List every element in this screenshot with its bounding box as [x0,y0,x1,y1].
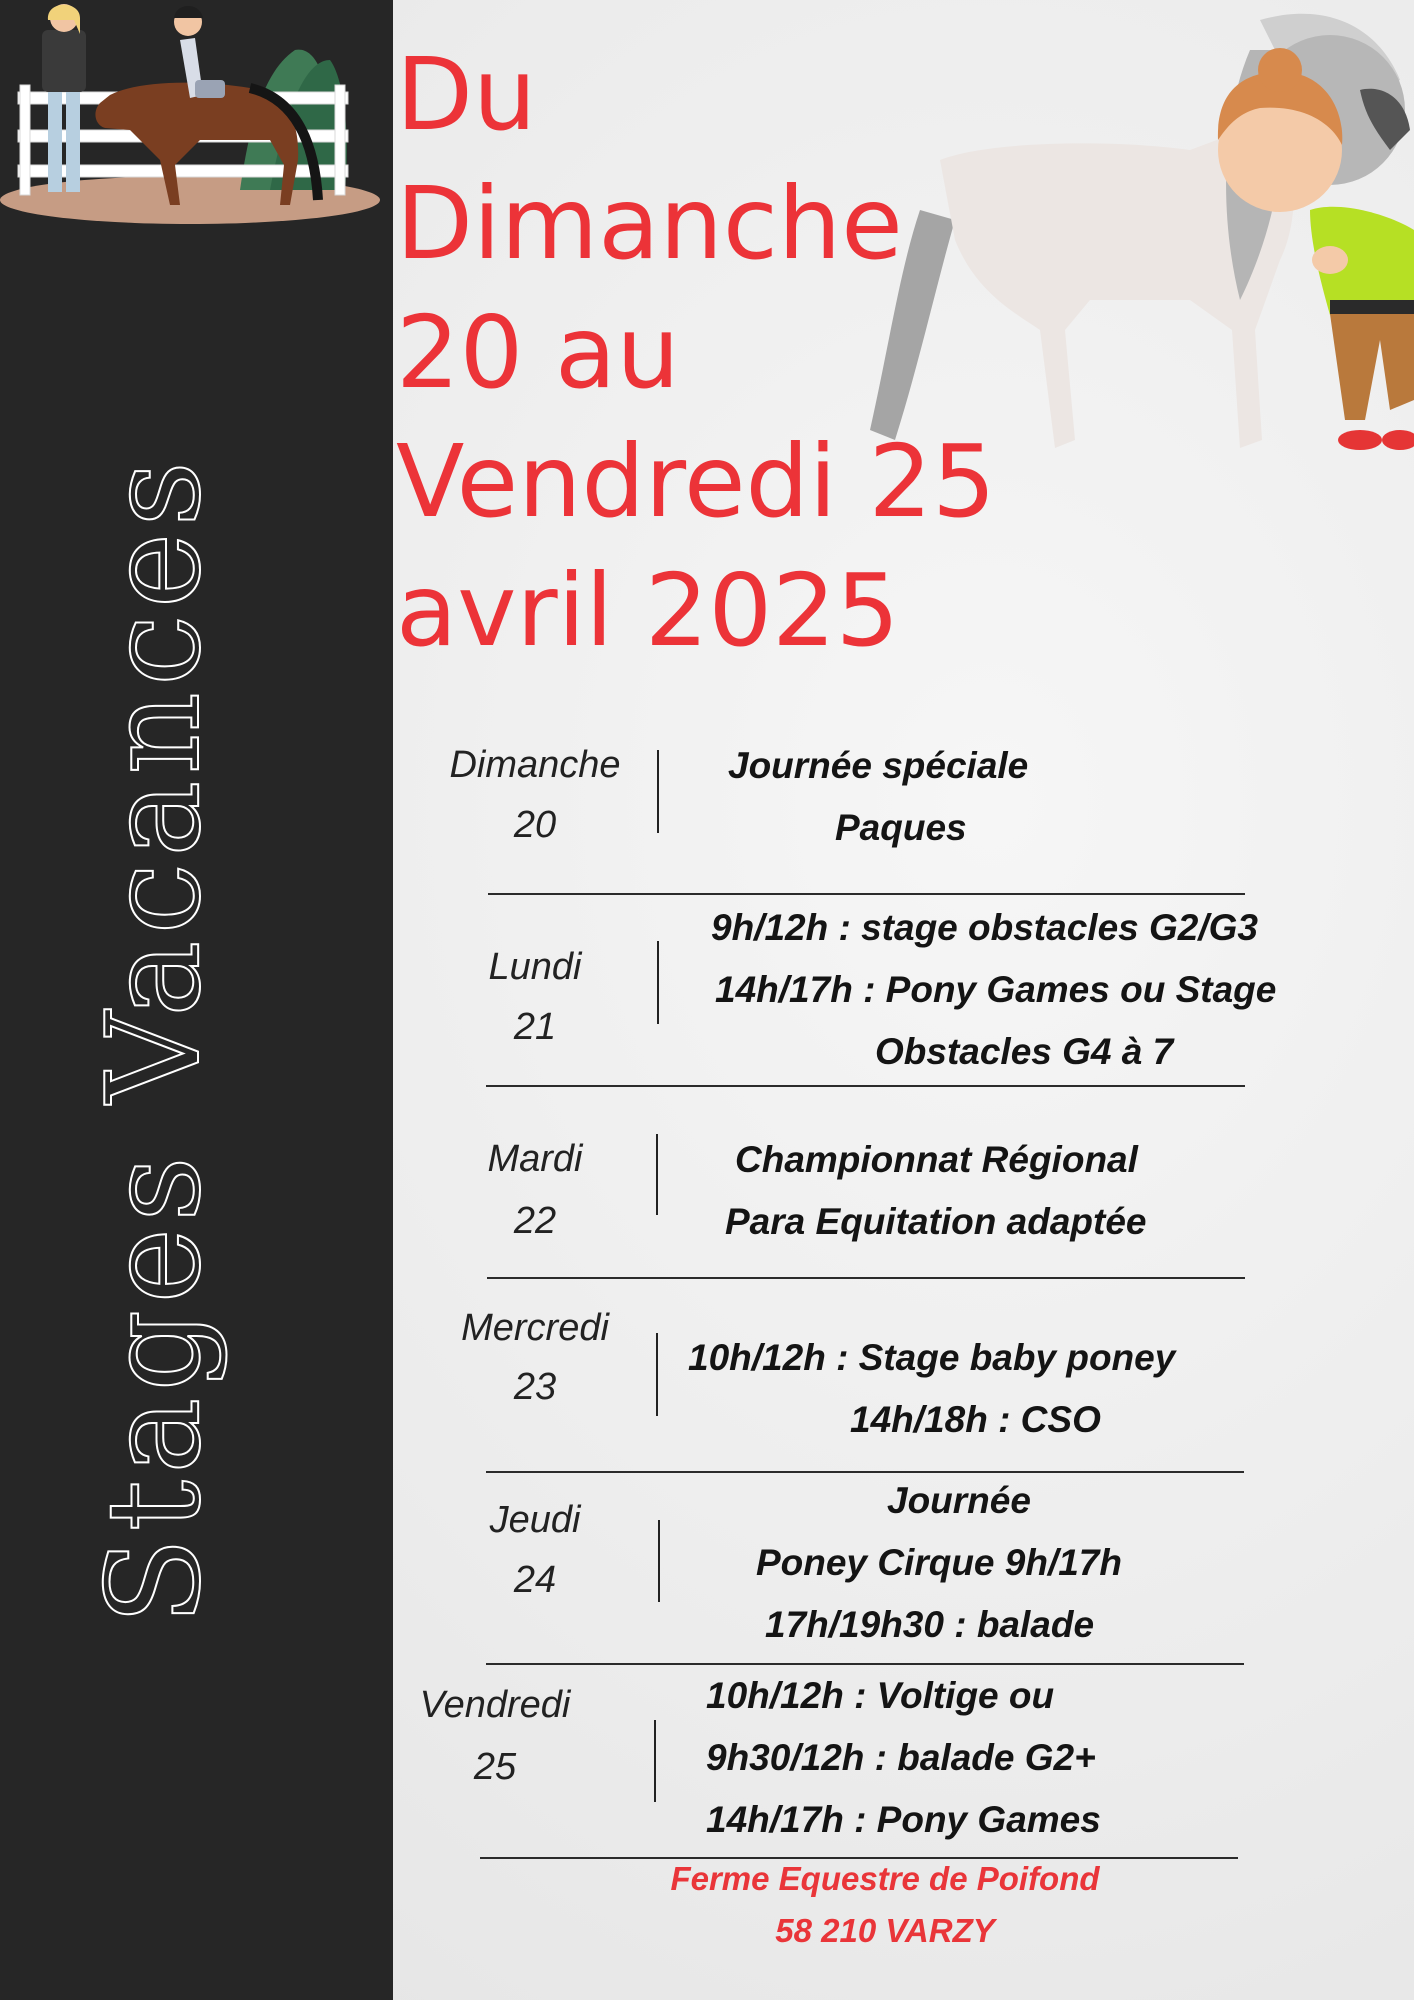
activity: 10h/12h : Stage baby poney [688,1337,1176,1378]
day-name: Lundi [488,946,582,988]
activity: 9h30/12h : balade G2+ [706,1737,1096,1778]
day-name: Jeudi [489,1499,581,1541]
headline-line-3: 20 au [396,294,680,411]
date-headline [396,30,1226,675]
row-divider [658,1520,660,1602]
activity: Para Equitation adaptée [725,1201,1147,1242]
day-date: 24 [513,1559,557,1601]
activity: Journée spéciale [728,745,1029,786]
row-separator [486,1471,1244,1473]
day-name: Mardi [487,1138,583,1180]
day-name: Vendredi [419,1684,571,1726]
activity: 14h/17h : Pony Games ou Stage [715,969,1277,1010]
activity: Championnat Régional [735,1139,1138,1180]
activity: 17h/19h30 : balade [765,1604,1095,1645]
row-divider [654,1720,656,1802]
sidebar-title: Stages Vacances [80,454,229,1625]
day-name: Mercredi [461,1307,609,1349]
activity: 10h/12h : Voltige ou [706,1675,1055,1716]
headline-line-1: Du [396,36,537,153]
day-date: 21 [513,1006,557,1048]
row-separator [487,1277,1245,1279]
activity: Journée [887,1480,1031,1521]
activity: 14h/17h : Pony Games [706,1799,1101,1840]
sidebar-title-wrapper [0,0,393,2000]
activity: Paques [835,807,967,848]
activity: 14h/18h : CSO [850,1399,1101,1440]
day-date: 23 [513,1366,557,1408]
day-date: 25 [473,1746,517,1788]
footer-address [560,1853,1210,1957]
row-separator [488,893,1245,895]
activity: 9h/12h : stage obstacles G2/G3 [711,907,1258,948]
activity: Obstacles G4 à 7 [875,1031,1174,1072]
row-divider [657,941,659,1024]
farm-name: Ferme Equestre de Poifond [670,1860,1100,1897]
farm-location: 58 210 VARZY [775,1912,995,1949]
day-date: 22 [513,1200,557,1242]
headline-line-4: Vendredi 25 [396,423,996,540]
day-date: 20 [513,804,557,846]
row-divider [656,1333,658,1416]
row-divider [657,750,659,833]
row-divider [656,1134,658,1215]
headline-line-2: Dimanche [396,165,903,282]
headline-line-5: avril 2025 [396,552,900,669]
day-name: Dimanche [449,744,621,786]
row-separator [486,1085,1245,1087]
activity: Poney Cirque 9h/17h [756,1542,1122,1583]
